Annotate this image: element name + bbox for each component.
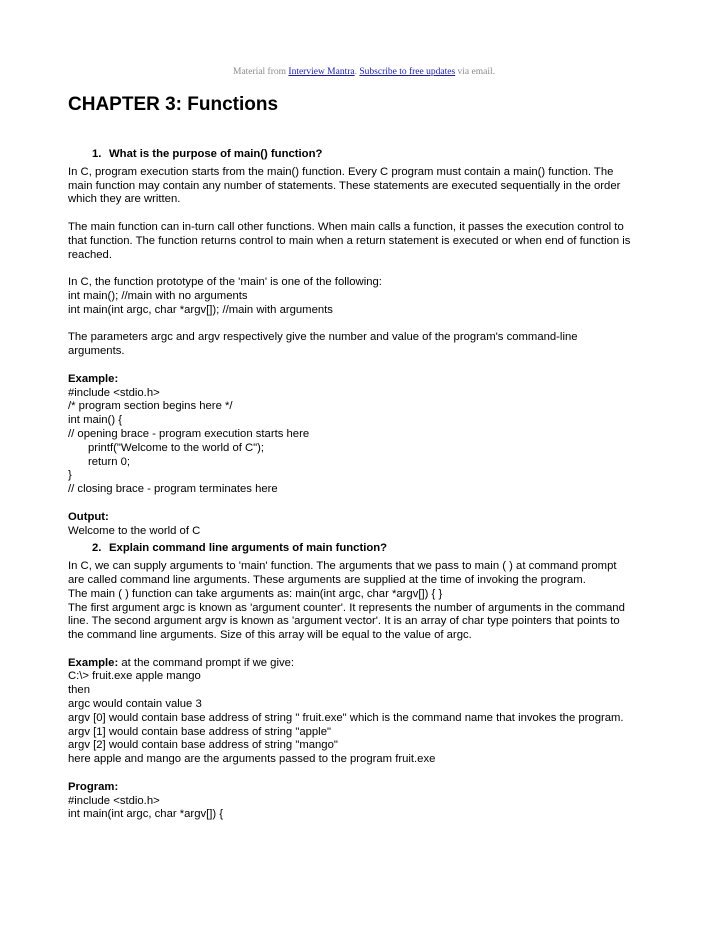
source-separator: . xyxy=(354,67,357,77)
subscribe-link[interactable]: Subscribe to free updates xyxy=(359,67,456,77)
paragraph-line: In C, program execution starts from the main() function. Every C program must contain a main() function. The xyxy=(68,165,614,178)
code-line: // opening brace - program execution starts here xyxy=(68,427,310,440)
paragraph-line: The main ( ) function can take arguments as: main(int argc, char *argv[]) { } xyxy=(68,587,443,600)
output-text: Welcome to the world of C xyxy=(68,524,201,537)
question-text: What is the purpose of main() function? xyxy=(109,148,323,160)
chapter-content xyxy=(68,148,668,822)
code-line: } xyxy=(68,469,72,482)
paragraph-line: The first argument argc is known as 'argument counter'. It represents the number of arguments in the command xyxy=(68,601,625,614)
output-label: Output: xyxy=(68,510,109,523)
example-line: then xyxy=(68,684,90,697)
paragraph-line: The parameters argc and argv respectively give the number and value of the program's command-line xyxy=(68,331,578,344)
example-line xyxy=(68,657,668,671)
example-line: C:\> fruit.exe apple mango xyxy=(68,670,201,683)
code-line: #include <stdio.h> xyxy=(68,794,160,807)
source-suffix: via email. xyxy=(457,67,495,77)
chapter-title: CHAPTER 3: Functions xyxy=(68,94,279,115)
example-line: argv [0] would contain base address of string " fruit.exe" which is the command name that invokes the program. xyxy=(68,711,624,724)
question-2-heading xyxy=(68,542,668,556)
paragraph-line: which they are written. xyxy=(68,193,181,206)
source-note xyxy=(0,67,728,77)
code-line: /* program section begins here */ xyxy=(68,400,233,413)
code-line: int main(); //main with no arguments xyxy=(68,289,248,302)
question-number: 1. xyxy=(92,148,102,160)
paragraph-line: reached. xyxy=(68,248,112,261)
example-line: argv [1] would contain base address of string "apple" xyxy=(68,725,331,738)
program-label: Program: xyxy=(68,780,119,793)
example-line: argv [2] would contain base address of string "mango" xyxy=(68,739,338,752)
code-line: printf("Welcome to the world of C"); xyxy=(88,441,265,454)
paragraph-line: main function may contain any number of statements. These statements are executed sequentially in the order xyxy=(68,179,621,192)
example-intro: at the command prompt if we give: xyxy=(118,656,295,669)
paragraph-line: are called command line arguments. These arguments are supplied at the time of invoking the program. xyxy=(68,573,586,586)
paragraph-line: In C, the function prototype of the 'main' is one of the following: xyxy=(68,276,382,289)
code-line: return 0; xyxy=(88,455,131,468)
paragraph-line: line. The second argument argv is known as 'argument vector'. It is an array of char type pointers that points to xyxy=(68,615,620,628)
paragraph-line: that function. The function returns control to main when a return statement is executed or when end of function is xyxy=(68,234,631,247)
paragraph-line: the command line arguments. Size of this array will be equal to the value of argc. xyxy=(68,629,472,642)
code-line: #include <stdio.h> xyxy=(68,386,160,399)
question-number: 2. xyxy=(92,542,102,555)
example-line: argc would contain value 3 xyxy=(68,698,202,711)
question-text: Explain command line arguments of main function? xyxy=(109,542,388,555)
example-label: Example: xyxy=(68,372,119,385)
question-1-heading xyxy=(68,148,668,162)
code-line: int main() { xyxy=(68,414,122,427)
interview-mantra-link[interactable]: Interview Mantra xyxy=(288,67,355,77)
paragraph-line: In C, we can supply arguments to 'main' function. The arguments that we pass to main ( ) at command prompt xyxy=(68,560,617,573)
paragraph-line: arguments. xyxy=(68,345,125,358)
paragraph-line: The main function can in-turn call other functions. When main calls a function, it passes the execution control to xyxy=(68,220,624,233)
code-line: // closing brace - program terminates here xyxy=(68,483,278,496)
source-prefix: Material from xyxy=(233,67,287,77)
example-label: Example: xyxy=(68,656,119,669)
code-line: int main(int argc, char *argv[]); //main with arguments xyxy=(68,303,333,316)
example-line: here apple and mango are the arguments passed to the program fruit.exe xyxy=(68,753,436,766)
code-line: int main(int argc, char *argv[]) { xyxy=(68,808,224,821)
